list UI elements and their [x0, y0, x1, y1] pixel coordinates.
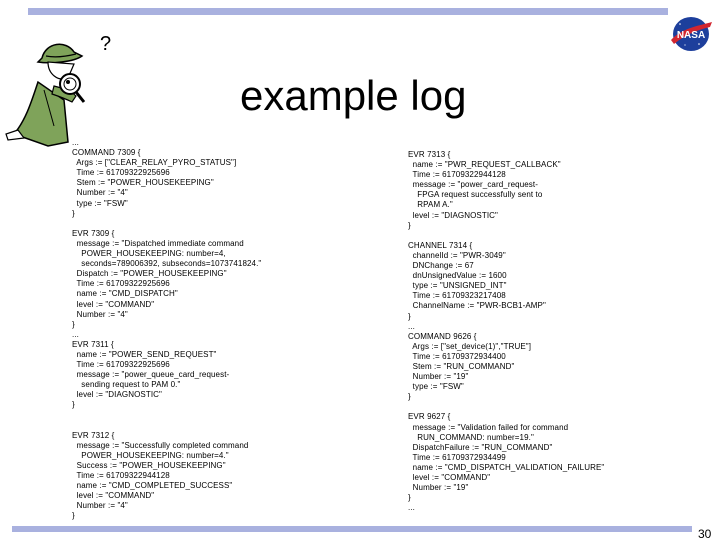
log-line: }: [72, 511, 75, 521]
log-line: Number := "19": [408, 372, 469, 382]
log-line: name := "CMD_COMPLETED_SUCCESS": [72, 481, 233, 491]
log-line: channelId := "PWR-3049": [408, 250, 506, 260]
log-line: DNChange := 67: [408, 261, 474, 271]
log-line: sending request to PAM 0.": [72, 380, 181, 390]
log-line: }: [72, 400, 75, 410]
log-line: DispatchFailure := "RUN_COMMAND": [408, 442, 553, 452]
log-line: Time := 61709323217408: [408, 291, 506, 301]
log-line: Time := 61709322925696: [72, 360, 170, 370]
log-line: message := "Successfully completed command: [72, 440, 249, 450]
log-line: Success := "POWER_HOUSEKEEPING": [72, 461, 226, 470]
log-line: Number := "4": [72, 501, 128, 511]
log-line: FPGA request successfully sent to: [408, 190, 543, 200]
log-line: Stem := "POWER_HOUSEKEEPING": [72, 178, 214, 188]
log-line: EVR 7312 {: [72, 430, 115, 440]
log-line: Time := 61709322925696: [72, 279, 170, 289]
log-line: [408, 402, 604, 412]
log-line: EVR 7309 {: [72, 228, 115, 238]
bottom-divider-bar: [12, 526, 692, 532]
log-line: Time := 61709372934499: [408, 452, 506, 462]
log-line: POWER_HOUSEKEEPING: number=4.": [72, 450, 229, 460]
log-line: Number := "4": [72, 309, 128, 319]
slide-title: example log: [240, 72, 467, 119]
log-line: message := "power_card_request-: [408, 180, 538, 190]
log-line: }: [408, 220, 411, 230]
log-line: Args := ["CLEAR_RELAY_PYRO_STATUS"]: [72, 158, 237, 168]
log-line: type := "FSW": [72, 198, 128, 208]
log-line: Number := "19": [408, 483, 469, 493]
top-divider-bar: [28, 8, 668, 15]
log-line: [72, 219, 261, 229]
log-line: POWER_HOUSEKEEPING: number=4,: [72, 249, 226, 259]
detective-illustration-icon: [4, 30, 132, 148]
log-line: name := "CMD_DISPATCH": [72, 289, 178, 299]
page-number: 30: [698, 527, 712, 541]
log-line: COMMAND 7309 {: [72, 148, 141, 158]
log-line: type := "FSW": [408, 382, 464, 392]
log-line: ChannelName := "PWR-BCB1-AMP": [408, 301, 546, 311]
log-line: Time := 61709322944128: [72, 471, 170, 481]
log-line: RUN_COMMAND: number=19.": [408, 432, 534, 442]
log-line: COMMAND 9626 {: [408, 331, 477, 341]
log-line: level := "COMMAND": [72, 299, 155, 309]
log-line: level := "DIAGNOSTIC": [72, 390, 162, 400]
log-line: CHANNEL 7314 {: [408, 240, 473, 250]
log-line: [72, 411, 261, 421]
log-line: }: [408, 392, 411, 402]
question-mark: ?: [100, 33, 112, 55]
log-line: seconds=789006392, subseconds=1073741824.": [72, 259, 262, 269]
log-line: name := "POWER_SEND_REQUEST": [72, 349, 217, 359]
log-line: }: [408, 311, 411, 321]
log-right-column: [408, 150, 604, 513]
log-line: ...: [408, 321, 415, 331]
log-line: Dispatch := "POWER_HOUSEKEEPING": [72, 269, 227, 279]
log-line: Args := ["set_device(1)","TRUE"]: [408, 341, 532, 351]
log-line: ...: [72, 138, 79, 147]
log-line: dnUnsignedValue := 1600: [408, 271, 507, 281]
log-line: name := "CMD_DISPATCH_VALIDATION_FAILURE": [408, 462, 605, 472]
log-line: Time := 61709322925696: [72, 168, 170, 178]
log-line: level := "COMMAND": [72, 491, 155, 501]
log-line: Stem := "RUN_COMMAND": [408, 361, 515, 371]
log-line: message := "Dispatched immediate command: [72, 238, 244, 248]
log-line: name := "PWR_REQUEST_CALLBACK": [408, 160, 561, 170]
log-line: }: [72, 319, 75, 329]
log-line: EVR 9627 {: [408, 412, 451, 422]
log-line: Number := "4": [72, 188, 128, 198]
log-line: Time := 61709322944128: [408, 170, 506, 180]
log-line: message := "Validation failed for command: [408, 422, 569, 432]
log-line: }: [408, 493, 411, 503]
log-line: [72, 421, 261, 431]
nasa-logo-icon: [668, 14, 714, 54]
log-left-column: [72, 138, 261, 522]
log-line: EVR 7311 {: [72, 339, 114, 349]
log-line: type := "UNSIGNED_INT": [408, 281, 507, 291]
log-line: level := "DIAGNOSTIC": [408, 210, 498, 220]
log-line: }: [72, 208, 75, 218]
log-line: Time := 61709372934400: [408, 351, 506, 361]
log-line: ...: [72, 329, 79, 339]
log-line: RPAM A.": [408, 200, 453, 210]
log-line: EVR 7313 {: [408, 150, 451, 159]
log-line: level := "COMMAND": [408, 473, 491, 482]
log-line: ...: [408, 503, 415, 513]
log-line: [408, 231, 604, 241]
log-line: message := "power_queue_card_request-: [72, 370, 230, 380]
nasa-logo-text: NASA: [676, 30, 706, 41]
